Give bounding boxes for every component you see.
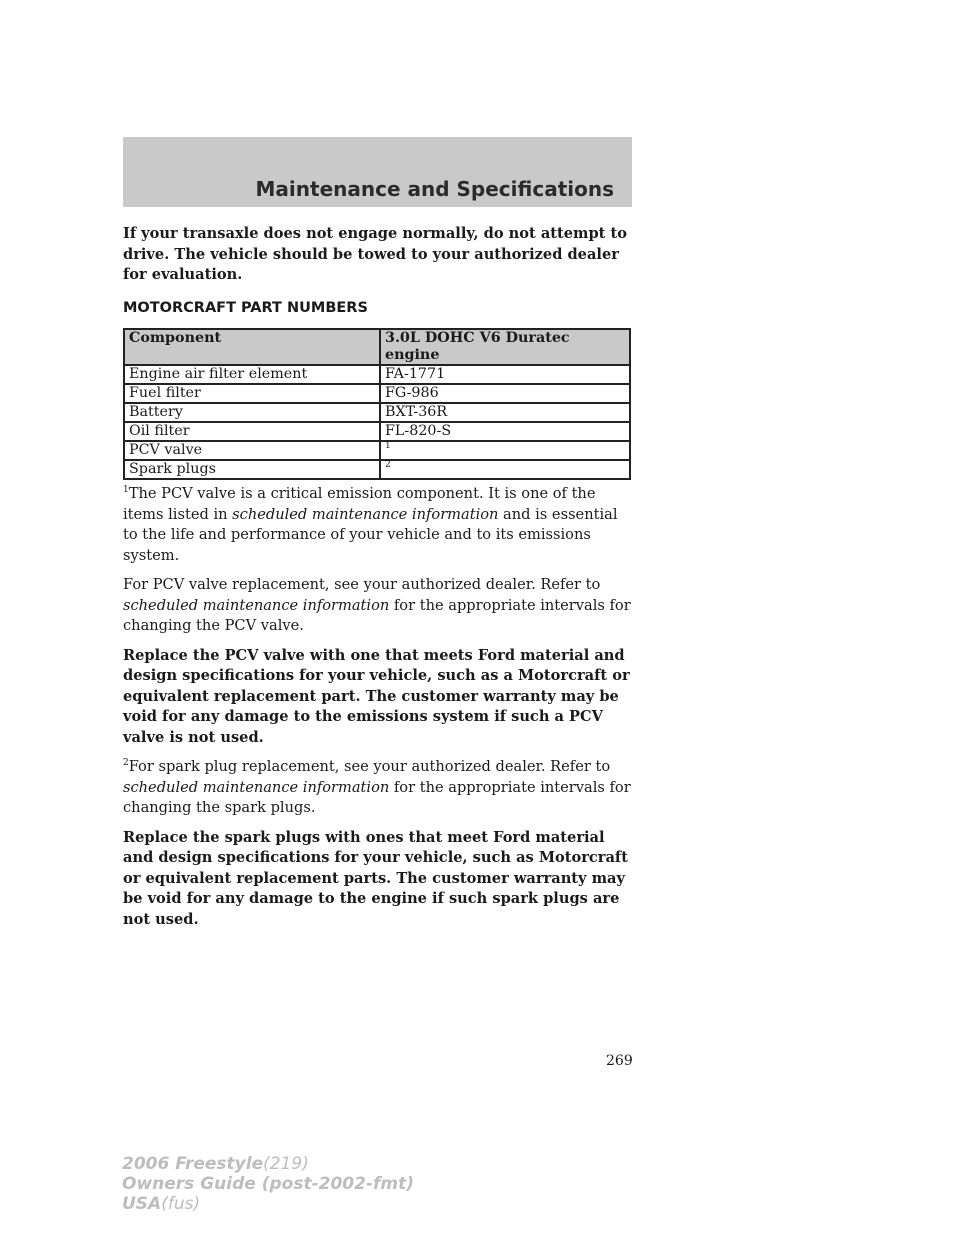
table-header-row bbox=[124, 329, 630, 365]
part-number-cell: 2 bbox=[380, 460, 630, 479]
component-cell: Oil filter bbox=[124, 422, 380, 441]
reference-link-text: scheduled maintenance information bbox=[123, 596, 390, 614]
table-row bbox=[124, 422, 630, 441]
spark-plug-warning: Replace the spark plugs with ones that meet Ford material and design specifications for your vehicle, such as Motorcraft or equivalent replacement parts. The customer warranty may be void for any damage to the engine if such spark plugs are not used. bbox=[123, 828, 628, 928]
page-content bbox=[123, 224, 635, 939]
part-number-cell: FA-1771 bbox=[380, 365, 630, 384]
component-cell: PCV valve bbox=[124, 441, 380, 460]
footer-line: USA(fus) bbox=[122, 1194, 201, 1214]
table-row bbox=[124, 460, 630, 479]
part-number-cell: FL-820-S bbox=[380, 422, 630, 441]
page-section-title: Maintenance and Specifications bbox=[255, 177, 614, 201]
document-footer bbox=[122, 1154, 414, 1214]
table-row bbox=[124, 384, 630, 403]
part-number-cell: BXT-36R bbox=[380, 403, 630, 422]
table-row bbox=[124, 365, 630, 384]
table-row bbox=[124, 403, 630, 422]
column-header-component: Component bbox=[124, 329, 380, 365]
component-cell: Spark plugs bbox=[124, 460, 380, 479]
parts-table bbox=[123, 328, 631, 480]
component-cell: Engine air filter element bbox=[124, 365, 380, 384]
component-cell: Battery bbox=[124, 403, 380, 422]
transaxle-warning: If your transaxle does not engage normally, do not attempt to drive. The vehicle should be towed to your authorized dealer for evaluation. bbox=[123, 225, 627, 283]
reference-link-text: scheduled maintenance information bbox=[123, 778, 390, 796]
footnote-pcv: $^1$The PCV valve is a critical emission component. It is one of the items listed in scheduled maintenance information and is essential to the life and performance of your vehicle and to its emissions system. bbox=[123, 485, 618, 564]
footnote-spark-plugs: $^2$For spark plug replacement, see your authorized dealer. Refer to scheduled maintenance information for the appropriate intervals for changing the spark plugs. bbox=[123, 758, 631, 816]
pcv-warning: Replace the PCV valve with one that meets Ford material and design specifications for your vehicle, such as a Motorcraft or equivalent replacement part. The customer warranty may be void for any damage to the emissions system if such a PCV valve is not used. bbox=[123, 646, 630, 746]
section-heading: MOTORCRAFT PART NUMBERS bbox=[123, 299, 368, 316]
footer-line: Owners Guide (post-2002-fmt) bbox=[122, 1174, 415, 1194]
component-cell: Fuel filter bbox=[124, 384, 380, 403]
part-number-cell: 1 bbox=[380, 441, 630, 460]
footer-line: 2006 Freestyle(219) bbox=[122, 1154, 309, 1174]
reference-link-text: scheduled maintenance information bbox=[232, 505, 499, 523]
column-header-engine: 3.0L DOHC V6 Duratec engine bbox=[380, 329, 630, 365]
header-band bbox=[123, 137, 632, 207]
table-row bbox=[124, 441, 630, 460]
part-number-cell: FG-986 bbox=[380, 384, 630, 403]
pcv-replacement-paragraph: For PCV valve replacement, see your authorized dealer. Refer to scheduled maintenance information for the appropriate intervals for changing the PCV valve. bbox=[123, 576, 631, 634]
page-number: 269 bbox=[606, 1053, 633, 1069]
